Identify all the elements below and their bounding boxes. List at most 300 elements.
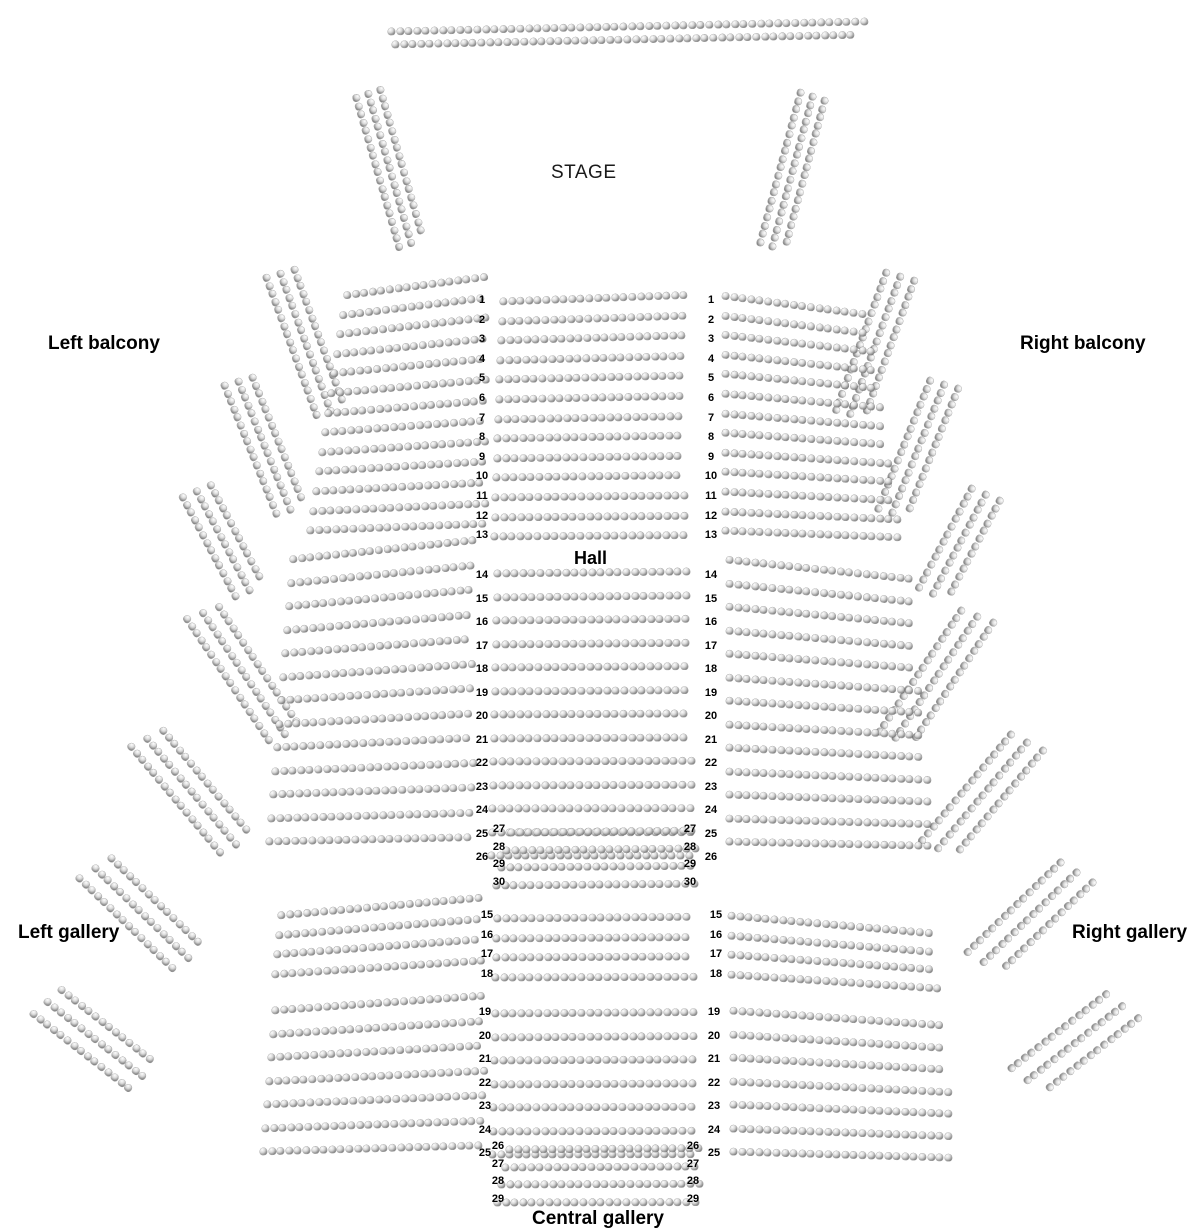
seat[interactable] [295,695,302,702]
seat[interactable] [631,568,638,575]
seat[interactable] [954,384,963,393]
seat[interactable] [825,512,832,519]
seat[interactable] [620,294,627,301]
seat[interactable] [807,1104,814,1111]
seat[interactable] [452,760,459,767]
seat[interactable] [397,592,405,600]
seat[interactable] [381,484,388,491]
seat[interactable] [878,321,887,330]
seat[interactable] [816,531,823,538]
seat[interactable] [508,25,515,32]
seat[interactable] [399,568,407,576]
seat[interactable] [522,395,529,402]
seat[interactable] [444,522,451,529]
seat[interactable] [638,663,645,670]
seat[interactable] [880,707,887,714]
seat[interactable] [638,686,645,693]
seat[interactable] [404,713,411,720]
seat[interactable] [833,1037,840,1044]
seat[interactable] [517,533,524,540]
seat[interactable] [928,448,937,457]
seat[interactable] [418,40,425,47]
seat[interactable] [543,711,550,718]
seat[interactable] [424,1020,431,1027]
seat[interactable] [585,781,592,788]
seat[interactable] [585,1127,592,1134]
seat[interactable] [670,757,677,764]
seat[interactable] [561,973,568,980]
seat[interactable] [390,1023,397,1030]
seat[interactable] [563,434,570,441]
seat[interactable] [311,366,320,375]
seat[interactable] [534,829,541,836]
seat[interactable] [311,1146,318,1153]
seat[interactable] [930,404,939,413]
seat[interactable] [382,1120,389,1127]
seat[interactable] [404,230,413,239]
seat[interactable] [292,1076,299,1083]
seat[interactable] [858,328,866,336]
seat[interactable] [422,442,429,449]
seat[interactable] [467,561,475,569]
seat[interactable] [463,1068,470,1075]
seat[interactable] [638,973,645,980]
seat[interactable] [424,785,431,792]
seat[interactable] [515,805,522,812]
seat[interactable] [308,358,317,367]
seat[interactable] [893,1085,900,1092]
seat[interactable] [389,1144,396,1151]
seat[interactable] [550,781,557,788]
seat[interactable] [306,766,313,773]
seat[interactable] [846,614,854,622]
seat[interactable] [628,23,635,30]
seat[interactable] [390,569,398,577]
seat[interactable] [627,781,634,788]
seat[interactable] [414,27,421,34]
seat[interactable] [551,1057,558,1064]
seat[interactable] [645,1127,652,1134]
seat[interactable] [324,552,332,560]
seat[interactable] [550,758,557,765]
seat[interactable] [264,1101,271,1108]
seat[interactable] [727,34,734,41]
seat[interactable] [274,744,281,751]
seat[interactable] [786,608,794,616]
seat[interactable] [710,34,717,41]
seat[interactable] [722,488,729,495]
seat[interactable] [340,669,347,676]
seat[interactable] [802,117,811,126]
seat[interactable] [408,302,416,310]
seat[interactable] [578,973,585,980]
seat-row[interactable] [331,356,486,381]
seat[interactable] [553,616,560,623]
seat[interactable] [560,828,567,835]
seat[interactable] [507,781,514,788]
seat[interactable] [868,477,875,484]
seat[interactable] [893,456,902,465]
seat[interactable] [863,796,870,803]
seat[interactable] [288,1123,295,1130]
seat[interactable] [679,312,686,319]
seat[interactable] [360,739,367,746]
seat[interactable] [492,494,499,501]
seat[interactable] [543,734,550,741]
seat[interactable] [450,563,458,571]
seat[interactable] [648,933,655,940]
seat[interactable] [808,530,815,537]
seat[interactable] [885,533,892,540]
seat[interactable] [621,663,628,670]
seat[interactable] [640,914,647,921]
seat[interactable] [553,881,560,888]
seat[interactable] [455,916,463,924]
seat[interactable] [947,522,956,531]
seat[interactable] [544,687,551,694]
seat[interactable] [347,573,355,581]
seat[interactable] [726,721,733,728]
seat[interactable] [451,1118,458,1125]
seat[interactable] [373,168,382,177]
seat[interactable] [613,639,620,646]
seat[interactable] [850,439,857,446]
seat-row[interactable] [722,449,894,470]
seat[interactable] [656,953,663,960]
seat[interactable] [629,1009,636,1016]
seat[interactable] [682,933,689,940]
seat[interactable] [511,435,518,442]
seat[interactable] [863,751,870,758]
seat[interactable] [674,592,681,599]
seat[interactable] [391,304,399,312]
seat[interactable] [551,828,558,835]
seat[interactable] [396,1046,403,1053]
seat[interactable] [576,315,583,322]
seat[interactable] [586,24,593,31]
seat[interactable] [371,1048,378,1055]
seat[interactable] [551,1080,558,1087]
seat[interactable] [593,1127,600,1134]
seat[interactable] [730,391,738,399]
seat[interactable] [824,1151,831,1158]
seat[interactable] [612,1033,619,1040]
seat[interactable] [743,651,751,659]
seat[interactable] [808,92,817,101]
seat[interactable] [899,927,907,935]
seat[interactable] [541,336,548,343]
seat[interactable] [867,403,875,411]
seat[interactable] [533,1104,540,1111]
seat[interactable] [647,512,654,519]
seat[interactable] [645,781,652,788]
seat[interactable] [850,1129,857,1136]
seat[interactable] [917,983,924,990]
seat[interactable] [914,444,923,453]
seat[interactable] [898,752,905,759]
seat[interactable] [842,513,849,520]
seat[interactable] [597,1198,604,1205]
seat[interactable] [851,495,858,502]
seat[interactable] [577,1080,584,1087]
seat[interactable] [618,1145,625,1152]
seat[interactable] [520,915,527,922]
seat[interactable] [448,1044,455,1051]
seat[interactable] [552,1010,559,1017]
seat[interactable] [447,501,454,508]
seat[interactable] [833,1083,840,1090]
seat[interactable] [306,394,315,403]
seat[interactable] [294,602,302,610]
seat[interactable] [676,392,683,399]
seat[interactable] [570,640,577,647]
seat[interactable] [295,1028,302,1035]
seat[interactable] [816,436,823,443]
seat[interactable] [581,37,588,44]
seat[interactable] [621,512,628,519]
seat[interactable] [796,918,804,926]
seat[interactable] [773,452,780,459]
seat[interactable] [655,512,662,519]
seat[interactable] [313,1027,320,1034]
seat[interactable] [377,739,384,746]
seat[interactable] [632,413,639,420]
seat[interactable] [829,749,836,756]
seat-row[interactable] [274,734,472,754]
seat[interactable] [604,687,611,694]
seat[interactable] [842,457,849,464]
seat-row[interactable] [500,291,689,308]
seat[interactable] [872,661,880,669]
seat[interactable] [382,306,390,314]
seat[interactable] [613,473,620,480]
seat[interactable] [387,444,394,451]
seat[interactable] [478,39,485,46]
seat[interactable] [407,786,414,793]
seat[interactable] [625,374,632,381]
seat[interactable] [854,660,862,668]
seat[interactable] [265,493,274,502]
seat[interactable] [748,509,755,516]
seat[interactable] [655,663,662,670]
seat[interactable] [433,299,441,307]
seat[interactable] [665,639,672,646]
seat[interactable] [309,402,318,411]
seat[interactable] [336,717,343,724]
seat[interactable] [595,663,602,670]
seat[interactable] [902,1131,909,1138]
seat[interactable] [728,971,735,978]
seat[interactable] [769,700,776,707]
seat[interactable] [431,589,439,597]
seat[interactable] [734,604,742,612]
seat[interactable] [580,434,587,441]
seat[interactable] [349,965,356,972]
seat[interactable] [396,324,404,332]
seat[interactable] [855,818,862,825]
seat[interactable] [666,913,673,920]
seat[interactable] [824,1036,831,1043]
seat[interactable] [609,1145,616,1152]
seat[interactable] [534,1057,541,1064]
seat[interactable] [345,329,353,337]
seat[interactable] [818,105,827,114]
seat[interactable] [863,706,870,713]
seat[interactable] [934,432,943,441]
seat[interactable] [422,321,430,329]
seat[interactable] [356,788,363,795]
seat[interactable] [771,935,779,943]
seat[interactable] [828,567,836,575]
seat[interactable] [795,142,804,151]
seat[interactable] [645,1103,652,1110]
seat[interactable] [378,618,386,626]
seat[interactable] [340,1002,347,1009]
seat[interactable] [595,1033,602,1040]
seat[interactable] [781,147,790,156]
seat[interactable] [413,382,421,390]
seat[interactable] [898,309,907,318]
seat[interactable] [903,432,912,441]
seat[interactable] [852,18,859,25]
seat[interactable] [790,301,798,309]
seat[interactable] [303,909,311,917]
seat[interactable] [764,317,772,325]
seat[interactable] [916,965,923,972]
seat[interactable] [605,616,612,623]
seat[interactable] [825,475,832,482]
seat[interactable] [364,485,371,492]
seat[interactable] [659,373,666,380]
seat[interactable] [420,1070,427,1077]
seat[interactable] [571,1163,578,1170]
seat[interactable] [512,415,519,422]
seat[interactable] [534,1080,541,1087]
seat[interactable] [339,574,347,582]
seat[interactable] [897,708,904,715]
seat[interactable] [284,930,292,938]
seat[interactable] [781,1034,788,1041]
seat[interactable] [850,401,858,409]
seat[interactable] [525,1057,532,1064]
seat[interactable] [571,569,578,576]
seat[interactable] [773,529,780,536]
seat[interactable] [579,1163,586,1170]
seat[interactable] [816,1013,823,1020]
seat[interactable] [586,513,593,520]
seat[interactable] [628,1080,635,1087]
seat[interactable] [499,1104,506,1111]
seat[interactable] [736,34,743,41]
seat[interactable] [824,380,832,388]
seat-row[interactable] [908,616,998,743]
seat[interactable] [671,1056,678,1063]
seat[interactable] [820,840,827,847]
seat[interactable] [508,734,515,741]
seat[interactable] [789,213,798,222]
seat[interactable] [814,938,822,946]
seat[interactable] [498,337,505,344]
seat[interactable] [825,531,832,538]
seat[interactable] [654,1056,661,1063]
seat[interactable] [511,454,518,461]
seat[interactable] [799,321,807,329]
seat[interactable] [595,687,602,694]
seat-row[interactable] [319,437,491,458]
seat[interactable] [606,845,613,852]
seat[interactable] [872,796,879,803]
seat[interactable] [552,973,559,980]
seat[interactable] [897,596,905,604]
seat[interactable] [796,32,803,39]
seat[interactable] [430,320,438,328]
seat[interactable] [769,561,777,569]
seat[interactable] [384,524,391,531]
seat[interactable] [576,1104,583,1111]
seat[interactable] [373,570,381,578]
seat-row[interactable] [952,744,1048,856]
seat[interactable] [412,210,421,219]
seat[interactable] [681,973,688,980]
seat[interactable] [734,744,741,751]
seat[interactable] [937,424,946,433]
seat[interactable] [738,1008,745,1015]
seat[interactable] [517,734,524,741]
seat[interactable] [842,476,849,483]
seat[interactable] [811,611,819,619]
seat[interactable] [627,333,634,340]
seat[interactable] [842,382,850,390]
seat[interactable] [354,812,361,819]
seat[interactable] [764,298,772,306]
seat[interactable] [290,265,299,274]
seat[interactable] [330,575,338,583]
seat[interactable] [461,39,468,46]
seat[interactable] [883,349,892,358]
seat[interactable] [340,965,347,972]
seat[interactable] [901,1019,908,1026]
seat[interactable] [528,1198,535,1205]
seat[interactable] [816,1150,823,1157]
seat[interactable] [320,599,328,607]
seat[interactable] [603,532,610,539]
seat[interactable] [515,1146,522,1153]
seat[interactable] [833,419,841,427]
seat[interactable] [760,629,768,637]
seat[interactable] [662,312,669,319]
seat[interactable] [364,1024,371,1031]
seat[interactable] [560,711,567,718]
seat[interactable] [412,1070,419,1077]
seat[interactable] [936,1110,943,1117]
seat[interactable] [668,373,675,380]
seat[interactable] [292,837,299,844]
seat[interactable] [850,1038,857,1045]
seat[interactable] [414,810,421,817]
seat[interactable] [561,663,568,670]
seat[interactable] [510,881,517,888]
seat[interactable] [672,512,679,519]
seat[interactable] [752,769,759,776]
seat[interactable] [745,914,753,922]
seat[interactable] [521,38,528,45]
seat[interactable] [734,651,742,659]
seat-row[interactable] [262,1117,486,1135]
seat[interactable] [561,1009,568,1016]
seat[interactable] [631,914,638,921]
seat[interactable] [364,787,371,794]
seat[interactable] [803,702,810,709]
